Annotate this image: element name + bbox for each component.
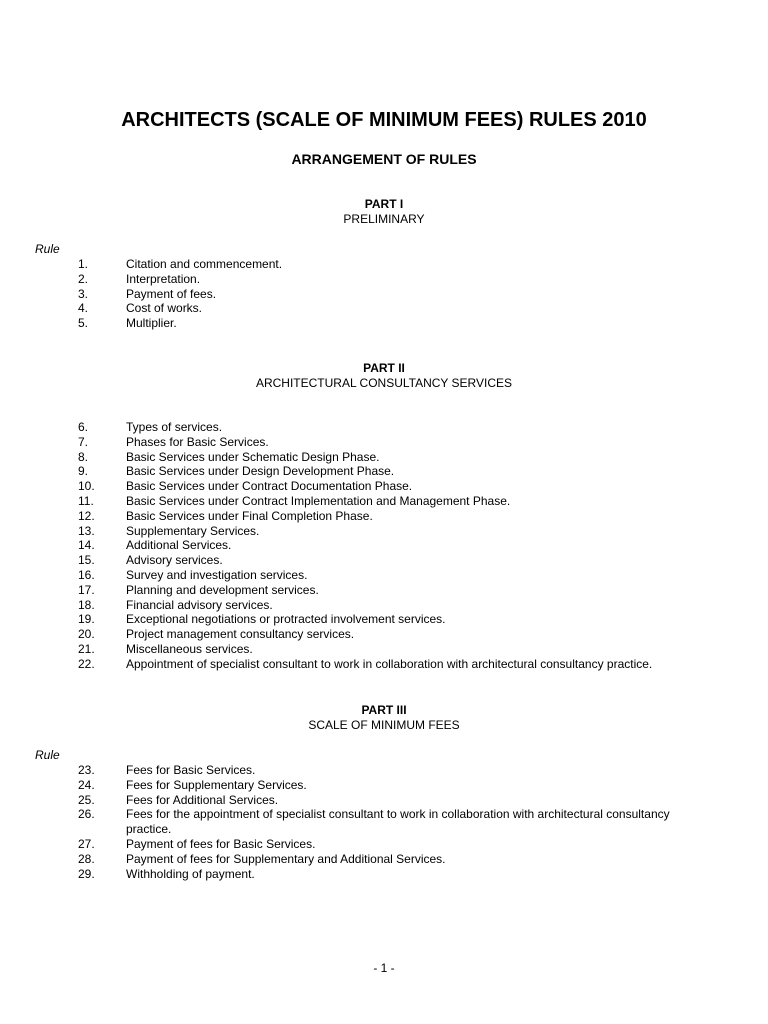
- rule-item[interactable]: [0, 287, 768, 302]
- rule-item[interactable]: [0, 479, 768, 494]
- rule-item[interactable]: [0, 793, 768, 808]
- rule-title: Basic Services under Design Development Phase.: [126, 464, 395, 479]
- rule-number: 11.: [78, 493, 94, 508]
- rule-title: Payment of fees for Supplementary and Additional Services.: [126, 851, 446, 866]
- rule-item[interactable]: [0, 657, 768, 672]
- rule-number: 5.: [78, 316, 89, 331]
- rule-item[interactable]: [0, 837, 768, 852]
- part-1-rule-list: [0, 257, 768, 331]
- rule-title: Survey and investigation services.: [126, 567, 308, 582]
- part-3-heading: [0, 703, 768, 733]
- rule-number: 1.: [78, 257, 89, 271]
- rule-item[interactable]: [0, 464, 768, 479]
- rule-number: 3.: [78, 286, 89, 301]
- part-2-rule-list: [0, 420, 768, 672]
- rule-item[interactable]: [0, 553, 768, 568]
- rule-title: Payment of fees.: [126, 286, 217, 301]
- rule-title: Fees for Basic Services.: [126, 763, 256, 777]
- rule-number: 26.: [78, 807, 95, 822]
- rule-number: 28.: [78, 851, 95, 866]
- rule-item[interactable]: [0, 612, 768, 627]
- rule-number: 6.: [78, 420, 89, 434]
- rule-item[interactable]: [0, 524, 768, 539]
- part-name: PRELIMINARY: [343, 212, 425, 226]
- part-2-heading: [0, 361, 768, 391]
- rule-item[interactable]: [0, 272, 768, 287]
- rule-number: 19.: [78, 612, 95, 627]
- rule-item[interactable]: [0, 778, 768, 793]
- rule-title: Basic Services under Schematic Design Phase.: [126, 449, 380, 464]
- rule-title: Basic Services under Contract Documentation Phase.: [126, 479, 413, 494]
- rule-number: 29.: [78, 866, 95, 881]
- rule-number: 13.: [78, 523, 95, 538]
- rule-title: Interpretation.: [126, 271, 201, 286]
- rule-item[interactable]: [0, 642, 768, 657]
- rule-item[interactable]: [0, 763, 768, 778]
- rule-title: Fees for Supplementary Services.: [126, 777, 307, 792]
- rule-title: Payment of fees for Basic Services.: [126, 836, 316, 851]
- rule-item[interactable]: [0, 316, 768, 331]
- rule-title: Cost of works.: [126, 301, 203, 316]
- rule-column-label: Rule: [35, 748, 60, 762]
- rule-item[interactable]: [0, 583, 768, 598]
- rule-item[interactable]: [0, 494, 768, 509]
- part-name: ARCHITECTURAL CONSULTANCY SERVICES: [255, 376, 513, 390]
- part-3-rule-list: [0, 763, 768, 881]
- rule-title: Advisory services.: [126, 553, 223, 568]
- rule-number: 15.: [78, 553, 95, 568]
- rule-item[interactable]: [0, 867, 768, 882]
- rule-title: Financial advisory services.: [126, 597, 273, 612]
- rule-column-label: Rule: [35, 242, 60, 256]
- rule-number: 4.: [78, 301, 89, 316]
- rule-title: Types of services.: [126, 420, 223, 434]
- rule-title: Planning and development services.: [126, 582, 319, 597]
- document-subtitle: ARRANGEMENT OF RULES: [291, 151, 477, 167]
- document-title: ARCHITECTS (SCALE OF MINIMUM FEES) RULES 2010: [121, 109, 647, 131]
- rule-number: 9.: [78, 464, 89, 479]
- rule-item[interactable]: [0, 435, 768, 450]
- rule-title: Miscellaneous services.: [126, 641, 253, 656]
- rule-title: Multiplier.: [126, 316, 177, 331]
- rule-number: 10.: [78, 479, 95, 494]
- rule-item[interactable]: [0, 852, 768, 867]
- rule-title: Citation and commencement.: [126, 257, 283, 271]
- rule-number: 14.: [78, 538, 95, 553]
- rule-item[interactable]: [0, 257, 768, 272]
- rule-item[interactable]: [0, 450, 768, 465]
- rule-number: 20.: [78, 627, 95, 642]
- rule-number: 8.: [78, 449, 89, 464]
- rule-number: 12.: [78, 508, 95, 523]
- rule-number: 23.: [78, 763, 95, 777]
- rule-title: Basic Services under Final Completion Phase.: [126, 508, 373, 523]
- rule-title: Fees for Additional Services.: [126, 792, 279, 807]
- part-label: PART II: [363, 361, 405, 375]
- rule-item[interactable]: [0, 627, 768, 642]
- rule-number: 18.: [78, 597, 95, 612]
- rule-number: 24.: [78, 777, 95, 792]
- part-1-heading: [0, 197, 768, 227]
- rule-item[interactable]: [0, 538, 768, 553]
- part-label: PART III: [361, 703, 407, 717]
- rule-title: Fees for the appointment of specialist consultant to work in collaboration with architectural consultancy practice.: [126, 807, 670, 837]
- rule-item[interactable]: [0, 598, 768, 613]
- rule-title: Phases for Basic Services.: [126, 434, 269, 449]
- rule-number: 16.: [78, 567, 95, 582]
- rule-title: Withholding of payment.: [126, 866, 255, 881]
- rule-number: 7.: [78, 434, 89, 449]
- rule-number: 22.: [78, 656, 95, 671]
- rule-number: 27.: [78, 836, 95, 851]
- rule-title: Basic Services under Contract Implementation and Management Phase.: [126, 493, 511, 508]
- part-name: SCALE OF MINIMUM FEES: [308, 718, 460, 732]
- rule-title: Supplementary Services.: [126, 523, 260, 538]
- rule-title: Additional Services.: [126, 538, 232, 553]
- rule-item[interactable]: [0, 509, 768, 524]
- rule-item[interactable]: [0, 301, 768, 316]
- rule-title: Project management consultancy services.: [126, 627, 355, 642]
- rule-number: 25.: [78, 792, 95, 807]
- rule-number: 2.: [78, 271, 89, 286]
- rule-item[interactable]: [0, 420, 768, 435]
- rule-number: 21.: [78, 641, 95, 656]
- rule-title: Exceptional negotiations or protracted involvement services.: [126, 612, 446, 627]
- page-number: - 1 -: [373, 961, 395, 975]
- rule-item[interactable]: [0, 807, 768, 837]
- rule-title: Appointment of specialist consultant to work in collaboration with architectural consultancy practice.: [126, 656, 653, 671]
- rule-item[interactable]: [0, 568, 768, 583]
- part-label: PART I: [364, 197, 404, 211]
- rule-number: 17.: [78, 582, 95, 597]
